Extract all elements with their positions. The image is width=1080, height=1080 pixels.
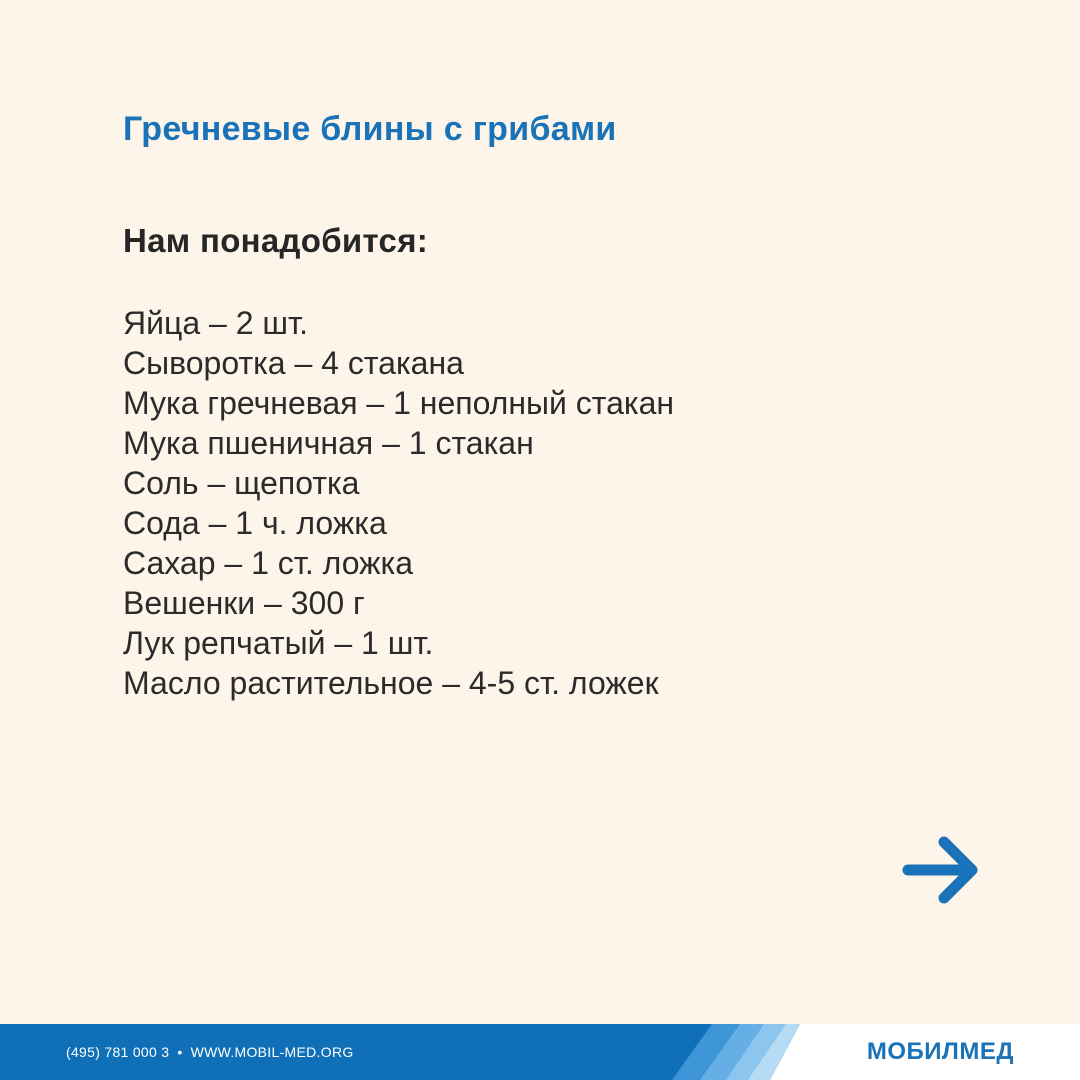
ingredient-item: Сода – 1 ч. ложка xyxy=(123,505,387,541)
ingredient-item: Лук репчатый – 1 шт. xyxy=(123,625,434,661)
ingredient-item: Мука гречневая – 1 неполный стакан xyxy=(123,385,675,421)
footer-phone[interactable]: (495) 781 000 3 xyxy=(66,1044,170,1060)
recipe-title: Гречневые блины с грибами xyxy=(123,110,617,148)
ingredients-heading: Нам понадобится: xyxy=(123,222,429,259)
ingredient-item: Сыворотка – 4 стакана xyxy=(123,345,464,381)
footer-separator: • xyxy=(177,1044,183,1060)
footer xyxy=(0,1024,1080,1080)
arrow-right-icon xyxy=(898,832,986,908)
ingredient-item: Яйца – 2 шт. xyxy=(123,305,309,341)
ingredient-item: Сахар – 1 ст. ложка xyxy=(123,545,414,581)
ingredient-item: Мука пшеничная – 1 стакан xyxy=(123,425,534,461)
ingredient-item: Масло растительное – 4-5 ст. ложек xyxy=(123,665,659,701)
footer-website-link[interactable]: WWW.MOBIL-MED.ORG xyxy=(190,1044,354,1060)
ingredients-list xyxy=(123,303,674,703)
brand-logo: МОБИЛМЕД xyxy=(866,1038,1014,1065)
footer-contact xyxy=(66,1024,354,1080)
next-slide-button[interactable] xyxy=(898,832,986,908)
ingredient-item: Соль – щепотка xyxy=(123,465,360,501)
ingredient-item: Вешенки – 300 г xyxy=(123,585,365,621)
